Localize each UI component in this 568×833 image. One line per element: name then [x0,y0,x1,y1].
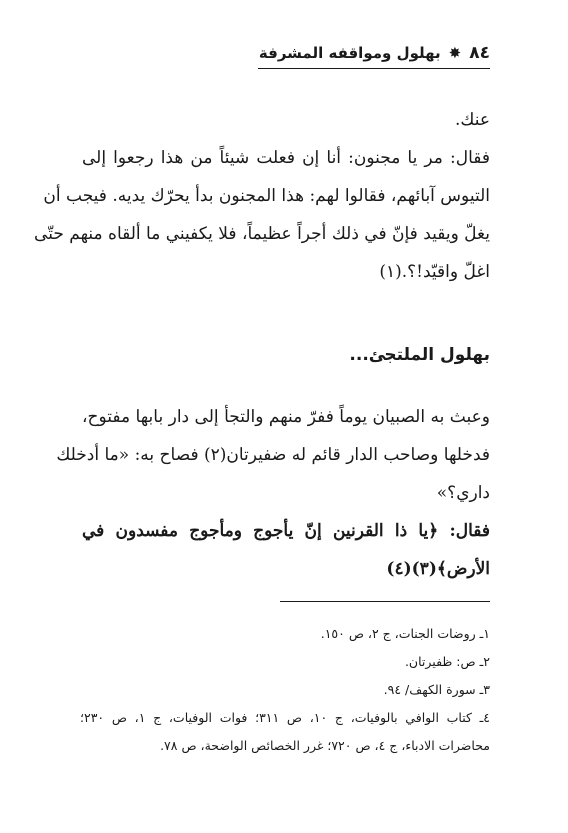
text-line: الأرض﴾(٣)(٤) [386,559,490,579]
text-line: يغلّ ويقيد فإنّ في ذلك أجراً عظيماً، فلا يكفيني ما ألقاه منهم حتّى [34,224,490,244]
paragraph-2 [56,398,490,512]
text-line: وعبث به الصبيان يوماً ففرّ منهم والتجأ إلى دار بابها مفتوح، [82,407,490,427]
text-line: التيوس آبائهم، فقالوا لهم: هذا المجنون بدأ يحرّك يديه. فيجب أن [43,186,490,206]
paragraph-1 [34,101,490,291]
star-ornament-icon: ✸ [448,44,462,62]
running-title: بهلول ومواقفه المشرفة [258,44,441,62]
text-line: فقال: مر يا مجنون: أنا إن فعلت شيئاً من هذا رجعوا إلى [82,148,490,168]
footnotes [80,620,490,760]
text-line: اغلّ واقيّد!؟.(١) [379,262,490,282]
text-line: عنك. [454,110,490,130]
text-line: فقال: ﴿يا ذا القرنين إنّ يأجوج ومأجوج مفسدون في [82,521,490,541]
footnote-line: ٤ـ كتاب الوافي بالوفيات، ج ١٠، ص ٣١١؛ فوات الوفيات، ج ١، ص ٢٣٠؛ [80,710,491,725]
paragraph-3 [82,512,490,588]
footnote-rule [280,601,490,602]
section-title: بهلول الملتجئ... [349,345,490,365]
running-header [78,40,490,66]
footnote-line: ١ـ روضات الجنات، ج ٢، ص ١٥٠. [320,626,490,641]
header-rule [258,68,490,69]
text-line: فدخلها وصاحب الدار قائم له ضفيرتان(٢) فصاح به: «ما أدخلك [56,445,490,465]
text-line: داري؟» [436,483,490,503]
footnote-line: ٢ـ ص: ظفيرتان. [404,654,490,669]
footnote-line: ٣ـ سورة الكهف/ ٩٤. [383,682,490,697]
footnote-line: محاضرات الادباء، ج ٤، ص ٧٢٠؛ غرر الخصائص الواضحة، ص ٧٨. [160,738,490,753]
page-number: ٨٤ [469,43,490,63]
